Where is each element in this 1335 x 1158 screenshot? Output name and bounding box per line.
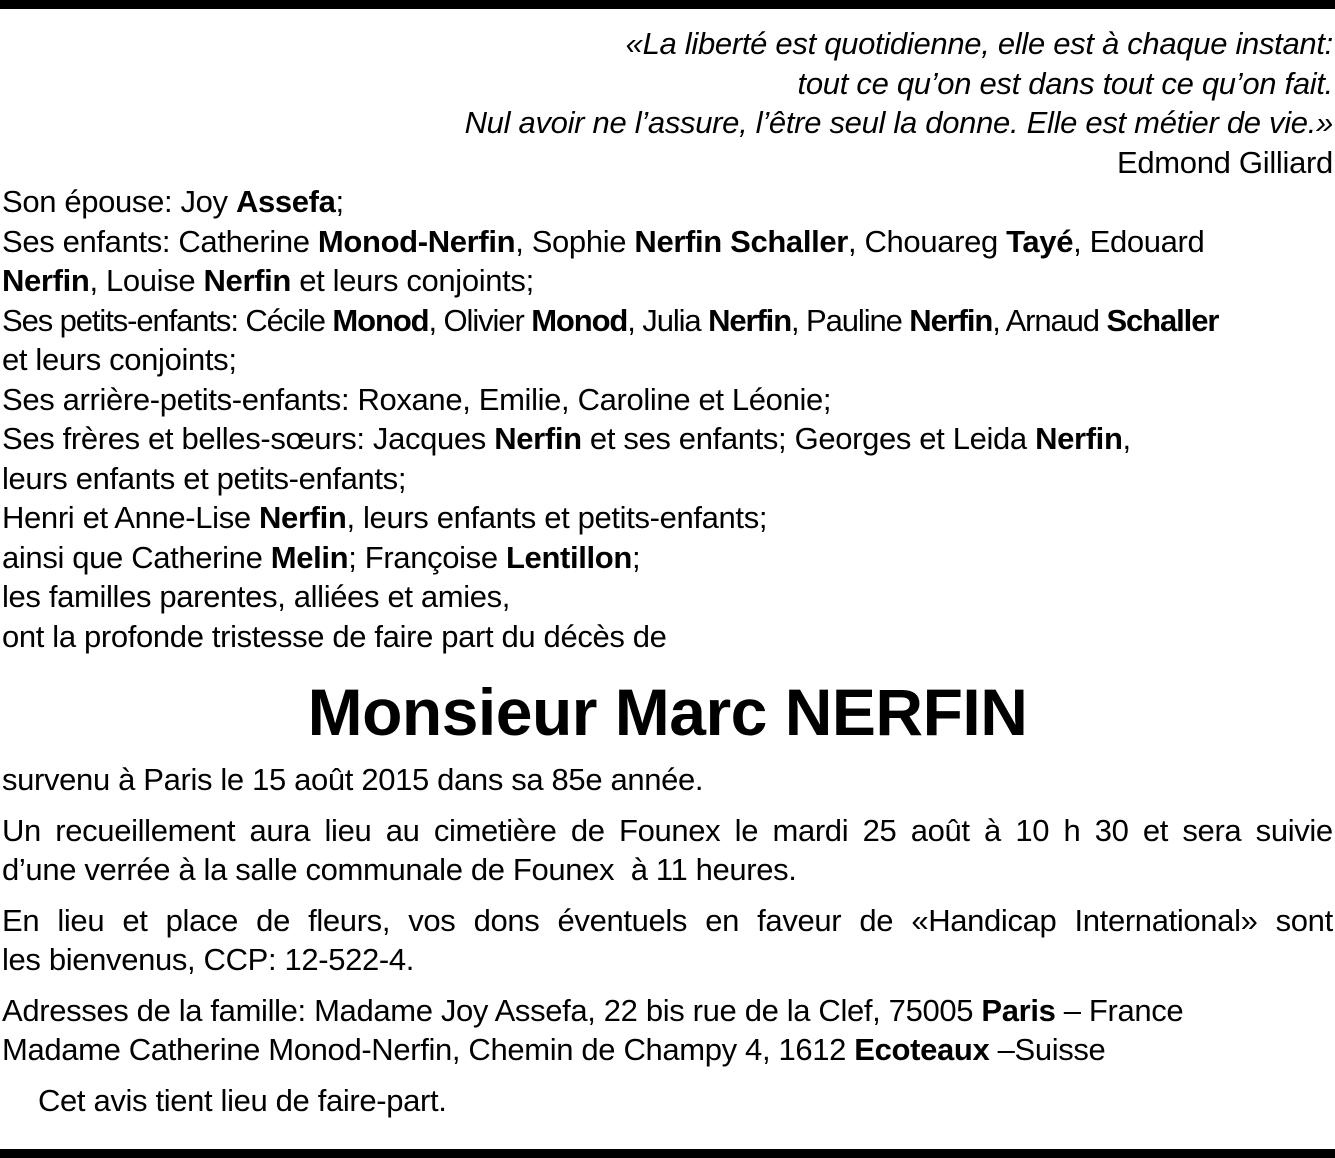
quote-author: Edmond Gilliard bbox=[1116, 144, 1333, 180]
word: En bbox=[2, 902, 40, 938]
word: lieu bbox=[324, 812, 372, 848]
word: place bbox=[165, 902, 239, 938]
word: vos bbox=[408, 902, 456, 938]
siblings-line: leurs enfants et petits-enfants; bbox=[2, 460, 407, 496]
relatives-line: les familles parentes, alliées et amies, bbox=[2, 579, 511, 614]
children-line: Nerfin, Louise Nerfin et leurs conjoints; bbox=[2, 263, 534, 298]
word: Un bbox=[2, 812, 41, 848]
word: le bbox=[734, 812, 759, 848]
word: et bbox=[122, 902, 148, 938]
word: à bbox=[984, 812, 1001, 848]
addresses-paragraph bbox=[2, 991, 1333, 1070]
ceremony-line bbox=[2, 811, 1333, 851]
children-line: Ses enfants: Catherine Monod-Nerfin, Sophie Nerfin Schaller, Chouareg Tayé, Edouard bbox=[2, 223, 1205, 259]
notice-body bbox=[2, 760, 1333, 1120]
epigraph-quote bbox=[133, 24, 1333, 182]
death-paragraph bbox=[2, 760, 1333, 800]
word: International» bbox=[1074, 902, 1258, 938]
word: éventuels bbox=[557, 902, 688, 938]
word: suivie bbox=[1255, 812, 1333, 848]
word: h bbox=[1063, 812, 1081, 848]
siblings-line: Henri et Anne-Lise Nerfin, leurs enfants et petits-enfants; bbox=[2, 500, 768, 535]
ceremony-paragraph bbox=[2, 811, 1333, 890]
closing-note: Cet avis tient lieu de faire-part. bbox=[38, 1082, 447, 1118]
word: au bbox=[385, 812, 420, 848]
grandchildren-line: et leurs conjoints; bbox=[2, 342, 237, 377]
quote-line: tout ce qu’on est dans tout ce qu’on fait. bbox=[797, 65, 1333, 101]
word: de bbox=[570, 812, 605, 848]
top-rule bbox=[0, 0, 1335, 9]
word: mardi bbox=[772, 812, 849, 848]
donations-paragraph bbox=[2, 901, 1333, 980]
word: 10 bbox=[1015, 812, 1050, 848]
word: 25 bbox=[862, 812, 897, 848]
quote-line: Nul avoir ne l’assure, l’être seul la donne. Elle est métier de vie.» bbox=[464, 105, 1333, 140]
deceased-name: Monsieur Marc NERFIN bbox=[307, 675, 1028, 749]
word: dons bbox=[473, 902, 540, 938]
word: en bbox=[705, 902, 740, 938]
word: de bbox=[859, 902, 894, 938]
word: sera bbox=[1182, 812, 1242, 848]
word: août bbox=[910, 812, 970, 848]
word: lieu bbox=[57, 902, 105, 938]
word: faveur bbox=[757, 902, 842, 938]
word: sont bbox=[1275, 902, 1333, 938]
word: 30 bbox=[1094, 812, 1129, 848]
word: fleurs, bbox=[308, 902, 391, 938]
family-list bbox=[2, 182, 1333, 656]
quote-line: «La liberté est quotidienne, elle est à chaque instant: bbox=[625, 26, 1333, 61]
death-line: survenu à Paris le 15 août 2015 dans sa 85e année. bbox=[2, 762, 704, 797]
siblings-line: Ses frères et belles-sœurs: Jacques Nerfin et ses enfants; Georges et Leida Nerfin, bbox=[2, 421, 1131, 456]
spouse-line: Son épouse: Joy Assefa; bbox=[2, 184, 344, 219]
word: de bbox=[256, 902, 290, 938]
word: recueillement bbox=[55, 812, 236, 848]
donations-line: les bienvenus, CCP: 12-522-4. bbox=[2, 942, 415, 977]
address-line: Adresses de la famille: Madame Joy Assefa, 22 bis rue de la Clef, 75005 Paris – France bbox=[2, 992, 1184, 1028]
word: et bbox=[1142, 812, 1169, 848]
word: «Handicap bbox=[911, 902, 1057, 938]
word: cimetière bbox=[433, 812, 557, 848]
word: Founex bbox=[619, 812, 721, 848]
ceremony-line: d’une verrée à la salle communale de Founex à 11 heures. bbox=[2, 852, 797, 887]
siblings-line: ainsi que Catherine Melin; Françoise Lentillon; bbox=[2, 539, 641, 575]
great-grandchildren-line: Ses arrière-petits-enfants: Roxane, Emilie, Caroline et Léonie; bbox=[2, 381, 832, 417]
word: aura bbox=[249, 812, 311, 848]
announcement-line: ont la profonde tristesse de faire part du décès de bbox=[2, 618, 667, 654]
address-line: Madame Catherine Monod-Nerfin, Chemin de Champy 4, 1612 Ecoteaux –Suisse bbox=[2, 1032, 1106, 1067]
grandchildren-line: Ses petits-enfants: Cécile Monod, Olivier Monod, Julia Nerfin, Pauline Nerfin, Arnaud Schaller bbox=[2, 302, 1219, 338]
donations-line bbox=[2, 901, 1333, 941]
